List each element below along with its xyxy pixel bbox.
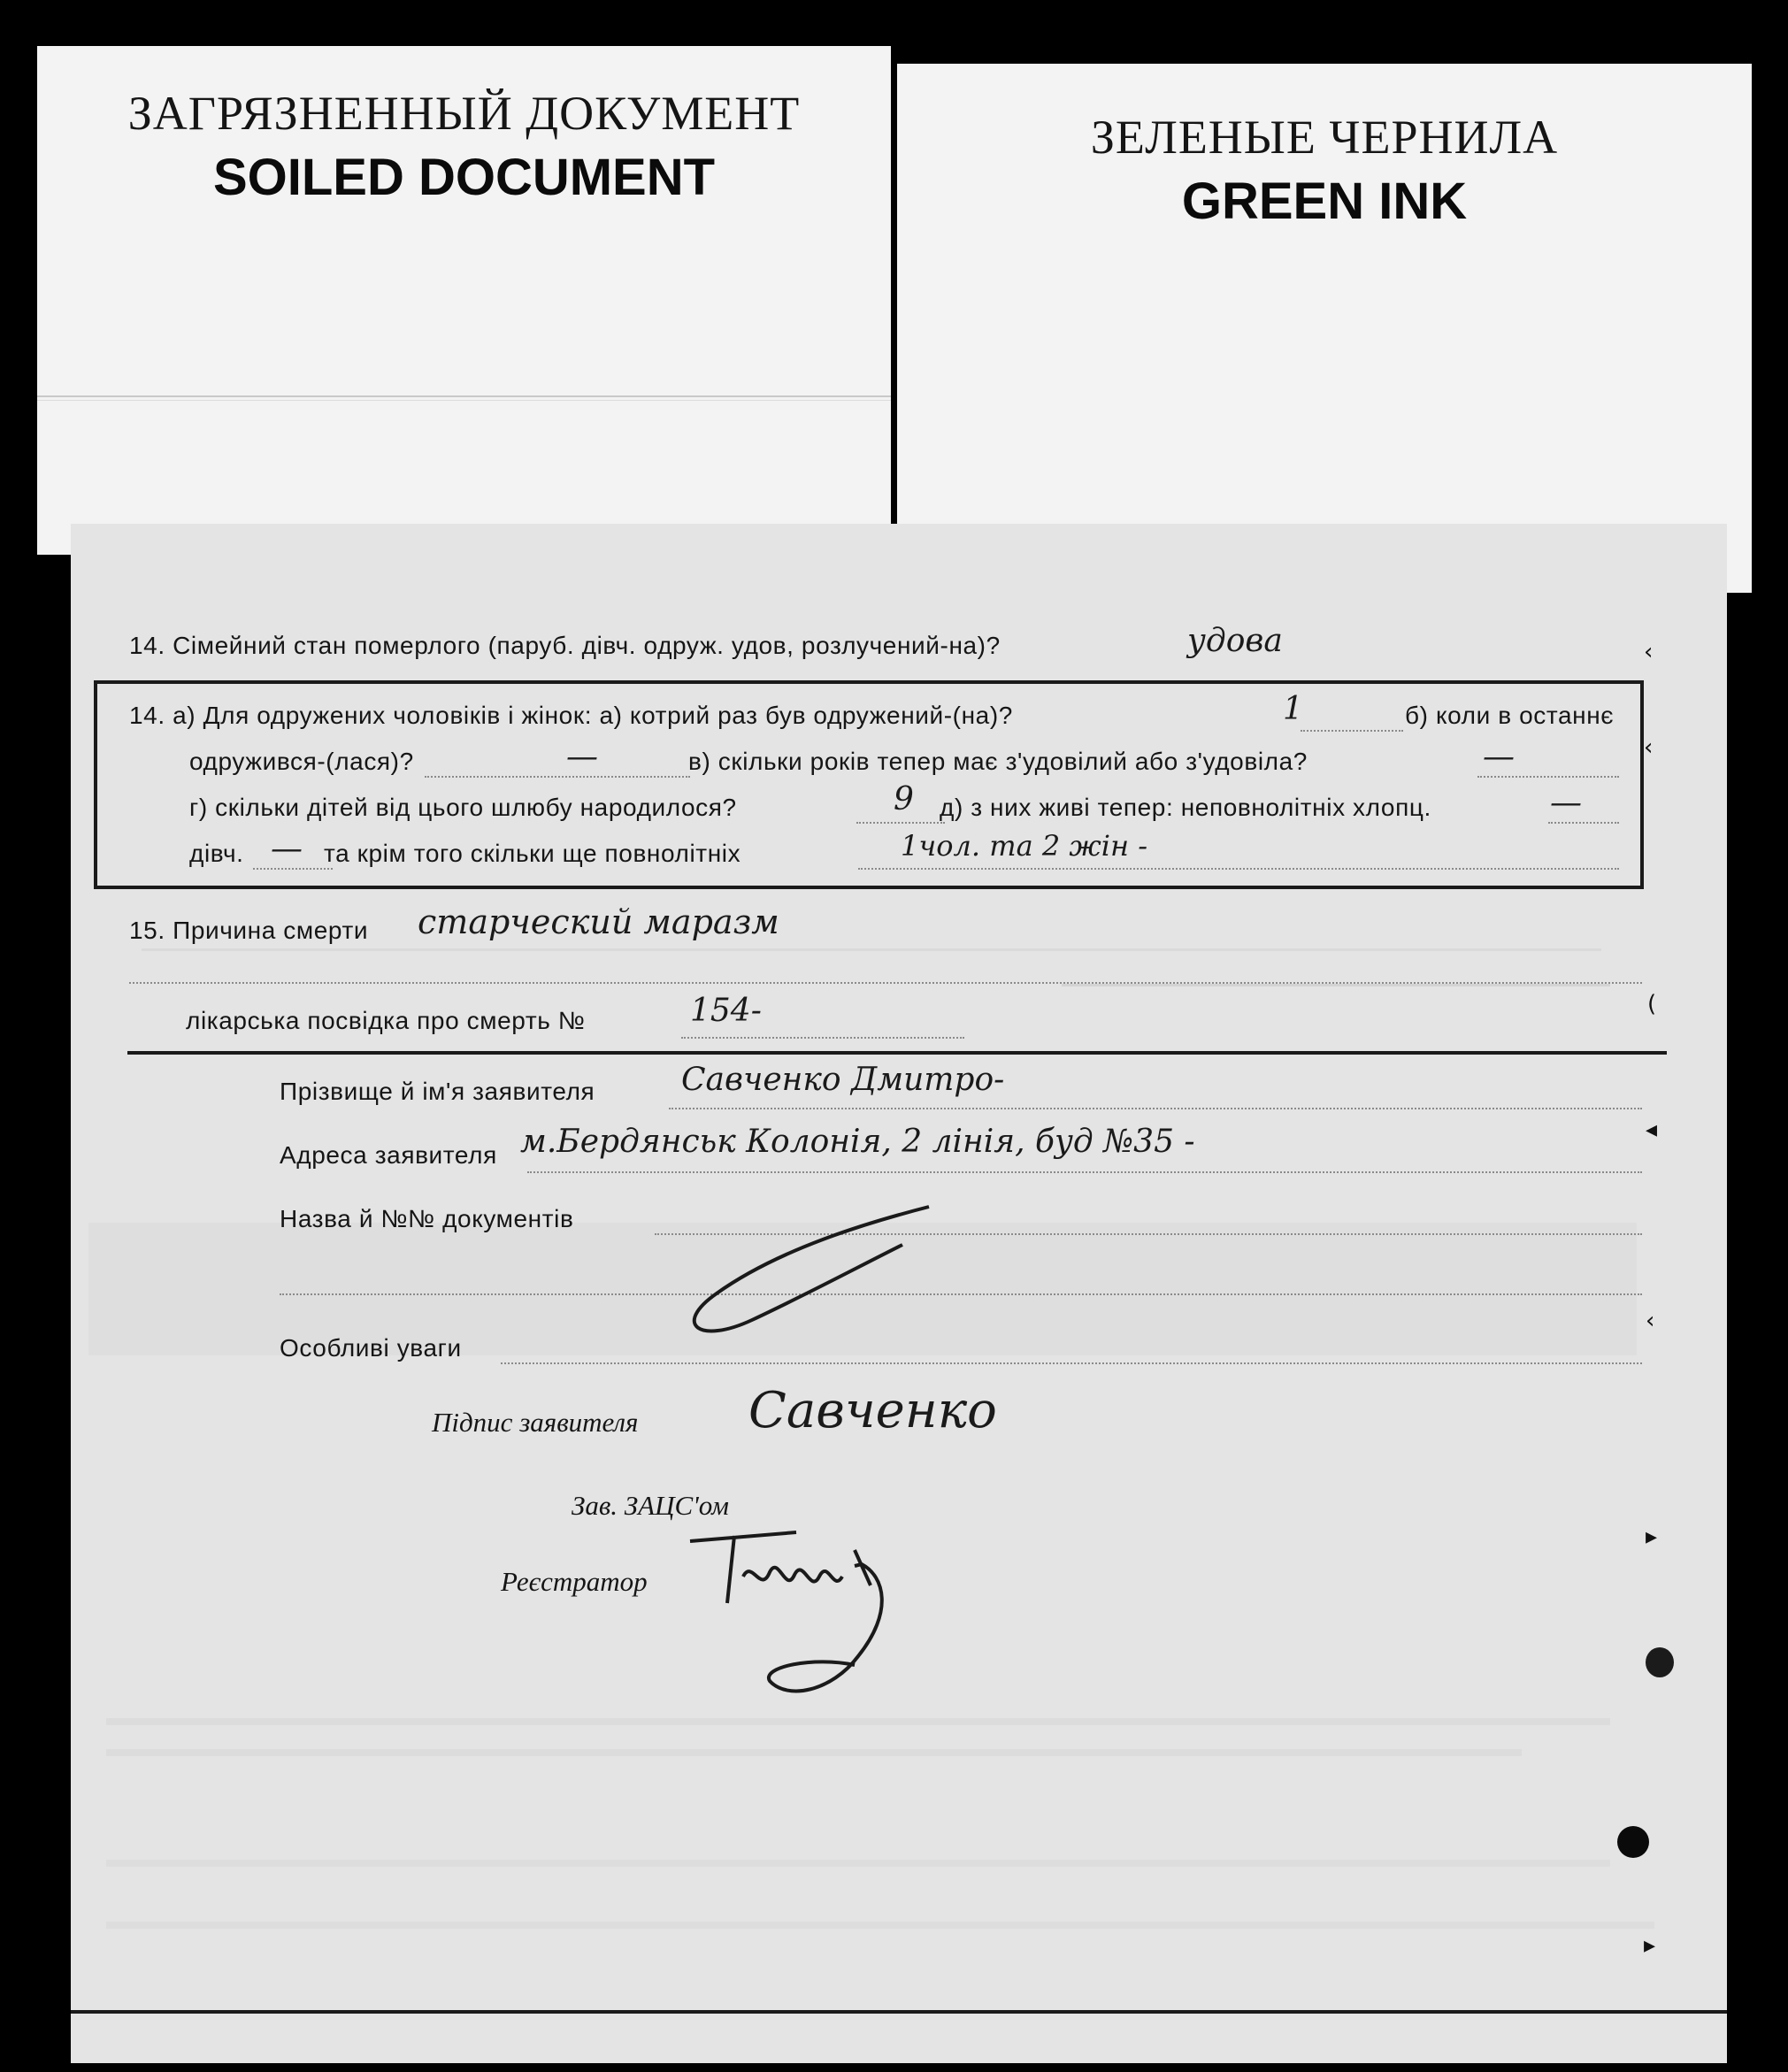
head-label: Зав. ЗАЦС'ом (572, 1490, 729, 1521)
q14-marital-answer: удова (1187, 623, 1283, 659)
punch-hole (1646, 1647, 1674, 1677)
q14a-line2-label: одружився-(лася)? (189, 748, 414, 775)
edge-mark: ‹ (1644, 639, 1654, 665)
registrar-label: Реєстратор (501, 1566, 648, 1597)
edge-mark: ◂ (1646, 1117, 1658, 1143)
documents-strike-mark (637, 1196, 938, 1355)
bleed-through (142, 948, 1601, 951)
dotted-line (681, 1037, 964, 1039)
q14a-line4-label: дівч. (189, 840, 244, 867)
q14a-line3-answer2: — (1550, 785, 1582, 821)
dotted-line (1477, 776, 1619, 778)
bleed-through (106, 1749, 1522, 1756)
q14a-line2-mid: в) скільки років тепер має з'удовілий або з'удовіла? (688, 748, 1308, 775)
q14a-line4-mid: та крім того скільки ще повнолітніх (324, 840, 741, 867)
q14-marital-label: 14. Сімейний стан померлого (паруб. дівч. одруж. удов, розлучений-на)? (129, 632, 1001, 659)
q15-answer: старческий маразм (418, 902, 779, 941)
dotted-line (1548, 822, 1619, 824)
certificate-label: лікарська посвідка про смерть № (186, 1007, 586, 1034)
q14a-line1-label: 14. а) Для одружених чоловіків і жінок: а) котрий раз був одружений-(на)? (129, 702, 1013, 729)
dotted-line (501, 1362, 1642, 1364)
bleed-through (1062, 984, 1610, 986)
dotted-line (856, 822, 945, 824)
section-divider (127, 1051, 1667, 1055)
signature-label: Підпис заявителя (432, 1407, 639, 1438)
card-fold-line (37, 400, 891, 401)
q15-label: 15. Причина смерти (129, 917, 369, 944)
applicant-signature: Савченко (748, 1382, 997, 1439)
q14a-line3-mid: д) з них живі тепер: неповнолітніх хлопц. (940, 794, 1431, 821)
green-ink-card (897, 64, 1752, 593)
green-ink-en: GREEN INK (1181, 173, 1468, 230)
applicant-address-answer: м.Бердянськ Колонія, 2 лінія, буд №35 - (520, 1124, 1195, 1160)
notes-label: Особливі уваги (280, 1334, 462, 1362)
registrar-signature (681, 1523, 947, 1736)
dotted-line (858, 868, 1619, 870)
q14a-box (94, 680, 1644, 889)
edge-mark: ( (1647, 991, 1657, 1017)
documents-label: Назва й №№ документів (280, 1205, 574, 1232)
bleed-through (106, 1922, 1654, 1929)
q14a-line4-answer2: 1чол. та 2 жін - (901, 829, 1148, 863)
q14a-line3-answer: 9 (894, 781, 914, 817)
edge-mark: ‹ (1646, 1308, 1655, 1334)
soiled-document-card (37, 46, 891, 555)
applicant-name-answer: Савченко Дмитро- (681, 1062, 1005, 1098)
q14a-line4-answer: — (271, 831, 303, 867)
death-record-form (71, 524, 1727, 2063)
applicant-address-label: Адреса заявителя (280, 1141, 497, 1169)
dotted-line (669, 1108, 1642, 1109)
soiled-document-en: SOILED DOCUMENT (212, 149, 716, 206)
q14a-line1-answer: 1 (1283, 691, 1303, 727)
dotted-line (129, 982, 1642, 984)
bleed-through (106, 1860, 1610, 1867)
dotted-line (527, 1171, 1642, 1173)
certificate-number: 154- (690, 993, 762, 1029)
bottom-rule (71, 2010, 1727, 2014)
punch-hole (1617, 1826, 1649, 1858)
dotted-line (280, 1293, 1642, 1295)
card-fold-line (37, 395, 891, 397)
q14a-line3-label: г) скільки дітей від цього шлюбу народилося? (189, 794, 737, 821)
applicant-name-label: Прізвище й ім'я заявителя (280, 1078, 595, 1105)
q14a-line2-answer: — (566, 739, 598, 775)
edge-mark: ▸ (1644, 1932, 1656, 1959)
green-ink-ru: ЗЕЛЕНЫЕ ЧЕРНИЛА (1090, 111, 1559, 164)
dotted-line (425, 776, 690, 778)
edge-mark: ‹ (1644, 734, 1654, 761)
edge-mark: ▸ (1646, 1523, 1658, 1550)
dotted-line (253, 868, 333, 870)
q14a-line1-tail: б) коли в останнє (1405, 702, 1615, 729)
q14a-line2-answer2: — (1483, 739, 1515, 775)
dotted-line (1301, 730, 1403, 732)
soiled-document-ru: ЗАГРЯЗНЕННЫЙ ДОКУМЕНТ (127, 87, 801, 140)
